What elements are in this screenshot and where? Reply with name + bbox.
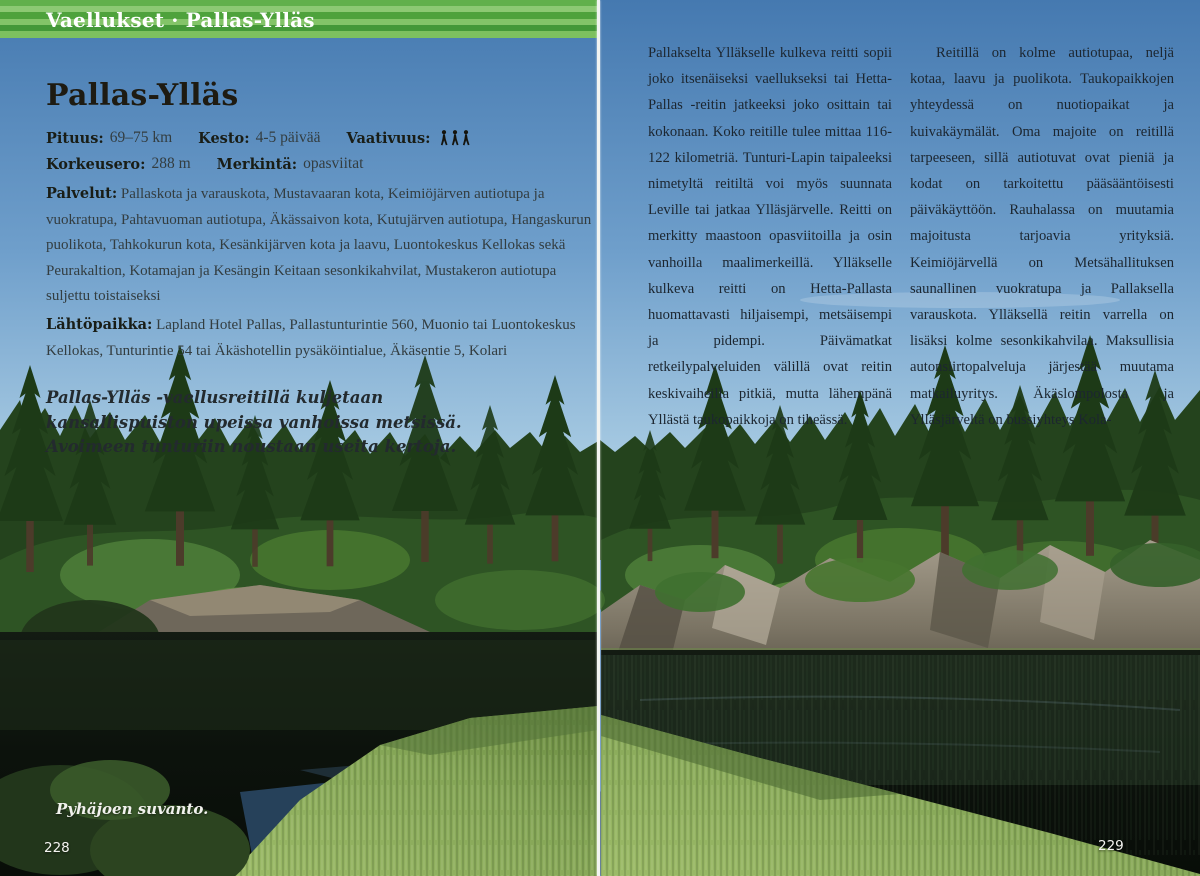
- three-hikers-icon: [439, 130, 473, 147]
- fact-value-kesto: 4-5 päivää: [255, 129, 321, 146]
- route-info-block: [46, 78, 602, 460]
- body-column-1: [648, 40, 892, 433]
- page-title: Pallas-Ylläs: [46, 78, 239, 113]
- fact-value-merkinta: opasviitat: [303, 155, 364, 172]
- fact-value-lahtopaikka: Lapland Hotel Pallas, Pallastunturintie 560, Muonio tai Luontokeskus Kellokas, Tunturintie 54 tai Äkäshotellin pysäköintialue, Äkäsentie 5, Kolari: [46, 316, 576, 359]
- services-paragraph: [46, 181, 602, 310]
- facts-row-1: [46, 129, 602, 147]
- fact-label-kesto: Kesto:: [198, 129, 250, 147]
- route-facts: [46, 129, 602, 364]
- page-number-right: 229: [1098, 838, 1124, 854]
- body-paragraph-2: Reitillä on kolme autiotupaa, neljä kotaa, laavu ja puolikota. Taukopaikkojen yhteydessä on nuotiopaikat ja kuivakäymälät. Oma majoite on reitillä tarpeeseen, sillä autiotuvat ovat pieniä ja kodat on tarkoitettu pääsääntöisesti päiväkäyttöön. Rauhalassa on muutamia majoitusta tarjoavia yrityksiä. Keimiöjärvellä on Metsähallituksen saunallinen vuokratupa ja Pallaksella varauskota. Ylläksellä reitin varrella on lisäksi kolme sesonkikahvilaa. Maksullisia autonsiirtopalveluja järjestää muutama matkailuyritys. Äkäslompolosta ja Ylläsjärveltä on bussiyhteys Kola-: [910, 45, 1174, 428]
- fact-label-merkinta: Merkintä:: [216, 155, 298, 173]
- fact-value-pituus: 69–75 km: [109, 129, 173, 146]
- intro-lede: Pallas-Ylläs -vaellusreitillä kuljetaan kansallispuiston upeissa vanhoissa metsissä. Avoimeen tunturiin noustaan useita kertoja.: [46, 388, 462, 457]
- page-number-left: 228: [44, 840, 70, 856]
- page-gutter-divider: [597, 0, 600, 876]
- fact-label-pituus: Pituus:: [46, 129, 104, 147]
- fact-label-korkeusero: Korkeusero:: [46, 155, 146, 173]
- fact-label-lahtopaikka: Lähtöpaikka:: [46, 315, 153, 333]
- fact-label-vaativuus: Vaativuus:: [346, 129, 431, 147]
- body-text-columns: [648, 40, 1174, 433]
- body-paragraph-1: Pallakselta Ylläkselle kulkeva reitti sopii joko itsenäiseksi vaellukseksi tai Hetta-Pallas -reitin jatkeeksi joko osittain tai kokonaan. Koko reitille tulee mittaa 116-122 kilometriä. Tunturi-Lapin taipaleeksi nimetyltä reitiltä voi myös suunnata Leville tai jatkaa Ylläsjärvelle. Reitti on merkitty maastoon opasviitoilla ja osin vanhoilla maalimerkeillä. Ylläkselle kulkeva reitti on Hetta-Pallasta huomattavasti hiljaisempi, metsäisempi ja pidempi. Päivämatkat retkeilypalveluiden välillä ovat reitin keskivaiheilla pitkiä, mutta lähempänä Yllästä taukopaikkoja on tiheässä.: [648, 45, 892, 428]
- body-column-2: [910, 40, 1174, 433]
- section-banner-label: Vaellukset · Pallas-Ylläs: [46, 8, 315, 32]
- fact-value-korkeusero: 288 m: [151, 155, 191, 172]
- start-point-paragraph: [46, 312, 602, 364]
- section-banner: [0, 0, 598, 38]
- photo-caption: Pyhäjoen suvanto.: [56, 800, 209, 818]
- fact-value-palvelut: Pallaskota ja varauskota, Mustavaaran kota, Keimiöjärven autiotupa ja vuokratupa, Pahtavuoman autiotupa, Äkässaivon kota, Kutujärven autiotupa, Hangaskurun puolikota, Tahkokurun kota, Kesänkijärven kota ja laavu, Luontokeskus Kellokas sekä Peurakaltion, Kotamajan ja Kesängin Keitaan sesonkikahvilat, Mustakeron autiotupa suljettu toistaiseksi: [46, 186, 592, 305]
- fact-label-palvelut: Palvelut:: [46, 185, 118, 202]
- facts-row-2: [46, 155, 602, 173]
